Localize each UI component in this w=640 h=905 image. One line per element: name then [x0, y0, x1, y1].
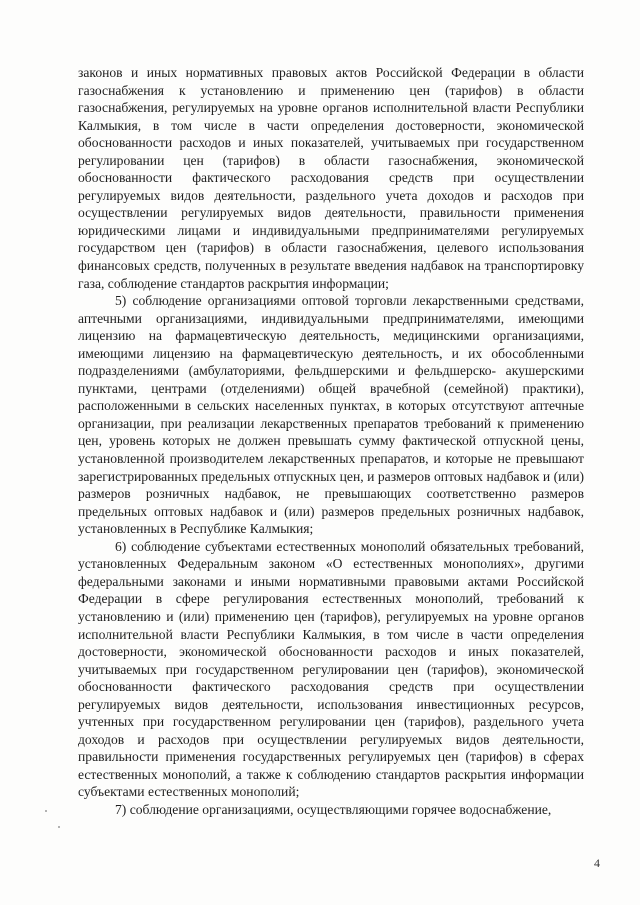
body-text: [78, 64, 584, 819]
page-number: 4: [594, 856, 600, 870]
scan-speck: [58, 826, 60, 828]
paragraph-continuation: законов и иных нормативных правовых актов Российской Федерации в области газоснабжения к установлению и применению цен (тарифов) в области газоснабжения, регулируемых на уровне органов исполнительной власти Республики Калмыкия, в том числе в части определения достоверности, экономической обоснованности расходов и иных показателей, учитываемых при государственном регулировании цен (тарифов) в области газоснабжения, экономической обоснованности фактического расходования средств при осуществлении регулируемых видов деятельности, раздельного учета доходов и расходов при осуществлении регулируемых видов деятельности, правильности применения юридическими лицами и индивидуальными предпринимателями регулируемых государством цен (тарифов) в области газоснабжения, целевого использования финансовых средств, полученных в результате введения надбавок на транспортировку газа, соблюдение стандартов раскрытия информации;: [78, 65, 584, 291]
paragraph-item-7: 7) соблюдение организациями, осуществляющими горячее водоснабжение,: [115, 801, 552, 817]
scan-speck: [45, 810, 47, 812]
paragraph-item-6: 6) соблюдение субъектами естественных монополий обязательных требований, установленных Федеральным законом «О естественных монополиях», другими федеральными законами и иными нормативными правовыми актами Российской Федерации в сфере регулирования естественных монополий, требований к установлению и (или) применению цен (тарифов), регулируемых на уровне органов исполнительной власти Республики Калмыкия, в том числе в части определения достоверности, экономической обоснованности расходов и иных показателей, учитываемых при государственном регулировании цен (тарифов), экономической обоснованности фактического расходования средств при осуществлении регулируемых видов деятельности, использования инвестиционных ресурсов, учтенных при государственном регулировании цен (тарифов), раздельного учета доходов и расходов при осуществлении регулируемых видов деятельности, правильности применения государственных регулируемых цен (тарифов) в сферах естественных монополий, а также к соблюдению стандартов раскрытия информации субъектами естественных монополий;: [78, 538, 584, 800]
paragraph-item-5: 5) соблюдение организациями оптовой торговли лекарственными средствами, аптечными организациями, индивидуальными предпринимателями, имеющими лицензию на фармацевтическую деятельность, медицинскими организациями, имеющими лицензию на фармацевтическую деятельность, и их обособленными подразделениями (амбулаториями, фельдшерскими и фельдшерско- акушерскими пунктами, центрами (отделениями) общей врачебной (семейной) практики), расположенными в сельских населенных пунктах, в которых отсутствуют аптечные организации, при реализации лекарственных препаратов требований к применению цен, уровень которых не должен превышать сумму фактической отпускной цены, установленной производителем лекарственных препаратов, и которые не превышают зарегистрированных предельных отпускных цен, и размеров оптовых надбавок и (или) размеров розничных надбавок, не превышающих соответственно размеров предельных оптовых надбавок и (или) размеров предельных розничных надбавок, установленных в Республике Калмыкия;: [78, 293, 584, 537]
